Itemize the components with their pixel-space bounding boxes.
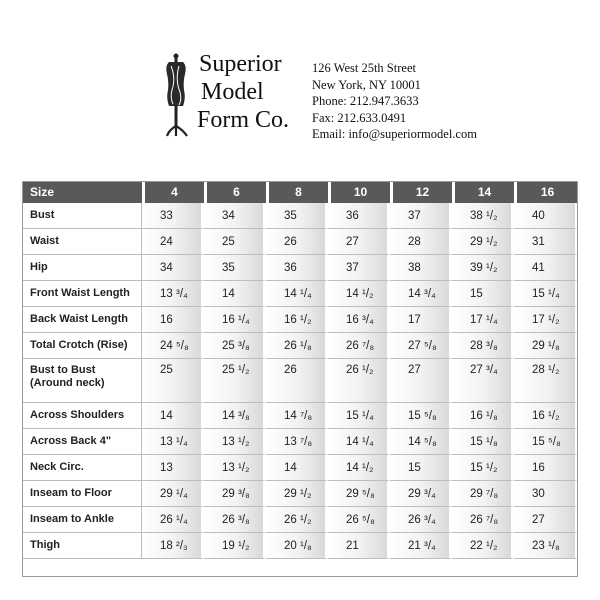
table-cell: 27 ⁵/₈ xyxy=(390,333,452,359)
table-cell: 24 xyxy=(142,229,204,255)
table-cell: 14 ⁵/₈ xyxy=(390,429,452,455)
table-cell: 16 ¹/₂ xyxy=(514,403,578,429)
table-cell: 37 xyxy=(390,203,452,229)
table-cell: 16 ¹/₈ xyxy=(452,403,514,429)
table-cell: 26 ⁷/₈ xyxy=(328,333,390,359)
table-cell: 14 ⁷/₈ xyxy=(266,403,328,429)
table-cell: 17 ¹/₂ xyxy=(514,307,578,333)
table-cell: 26 ¹/₂ xyxy=(328,359,390,403)
table-cell: 19 ¹/₂ xyxy=(204,533,266,559)
table-cell: 15 ¹/₄ xyxy=(328,403,390,429)
table-cell: 25 xyxy=(204,229,266,255)
table-cell: 26 ¹/₄ xyxy=(142,507,204,533)
table-cell: 13 ¹/₂ xyxy=(204,455,266,481)
header-size-10: 10 xyxy=(328,181,390,203)
header-size-16: 16 xyxy=(514,181,578,203)
address-line2: New York, NY 10001 xyxy=(312,77,421,92)
table-row xyxy=(22,507,578,533)
row-label: Bust xyxy=(22,203,142,229)
table-cell: 26 ³/₄ xyxy=(390,507,452,533)
table-cell: 21 ³/₄ xyxy=(390,533,452,559)
table-cell: 13 ⁷/₈ xyxy=(266,429,328,455)
size-table xyxy=(22,181,578,559)
header-size-8: 8 xyxy=(266,181,328,203)
table-cell: 29 ³/₄ xyxy=(390,481,452,507)
table-cell: 15 ⁵/₈ xyxy=(390,403,452,429)
table-cell: 33 xyxy=(142,203,204,229)
header-size-6: 6 xyxy=(204,181,266,203)
table-row xyxy=(22,533,578,559)
table-cell: 14 ¹/₄ xyxy=(328,429,390,455)
table-cell: 37 xyxy=(328,255,390,281)
table-cell: 28 ¹/₂ xyxy=(514,359,578,403)
table-cell: 22 ¹/₂ xyxy=(452,533,514,559)
table-cell: 15 ¹/₄ xyxy=(514,281,578,307)
table-row xyxy=(22,359,578,403)
table-cell: 17 xyxy=(390,307,452,333)
table-cell: 36 xyxy=(266,255,328,281)
table-cell: 14 xyxy=(142,403,204,429)
header-size-4: 4 xyxy=(142,181,204,203)
table-cell: 13 ¹/₂ xyxy=(204,429,266,455)
table-cell: 14 xyxy=(266,455,328,481)
table-cell: 14 ¹/₂ xyxy=(328,455,390,481)
table-cell: 34 xyxy=(204,203,266,229)
row-label: Waist xyxy=(22,229,142,255)
header-row xyxy=(22,181,578,203)
header-size: Size xyxy=(22,181,142,203)
table-cell: 31 xyxy=(514,229,578,255)
contact-info xyxy=(312,60,477,143)
table-cell: 38 ¹/₂ xyxy=(452,203,514,229)
table-cell: 40 xyxy=(514,203,578,229)
table-row xyxy=(22,455,578,481)
table-cell: 30 xyxy=(514,481,578,507)
table-cell: 15 ¹/₈ xyxy=(452,429,514,455)
table-cell: 29 ¹/₂ xyxy=(452,229,514,255)
dress-form-icon xyxy=(163,52,193,138)
table-cell: 14 ³/₄ xyxy=(390,281,452,307)
table-cell: 23 ¹/₈ xyxy=(514,533,578,559)
table-cell: 24 ⁵/₈ xyxy=(142,333,204,359)
table-row xyxy=(22,429,578,455)
row-label: Neck Circ. xyxy=(22,455,142,481)
table-cell: 13 xyxy=(142,455,204,481)
table-row xyxy=(22,403,578,429)
table-row xyxy=(22,203,578,229)
table-cell: 16 ¹/₄ xyxy=(204,307,266,333)
table-cell: 29 ⁷/₈ xyxy=(452,481,514,507)
table-row xyxy=(22,229,578,255)
row-label: Inseam to Ankle xyxy=(22,507,142,533)
table-cell: 16 xyxy=(142,307,204,333)
table-row xyxy=(22,333,578,359)
table-cell: 26 xyxy=(266,359,328,403)
phone-number: Phone: 212.947.3633 xyxy=(312,94,419,108)
table-cell: 28 xyxy=(390,229,452,255)
row-label: Back Waist Length xyxy=(22,307,142,333)
logo-text-line1: Superior xyxy=(199,51,282,77)
table-cell: 28 ³/₈ xyxy=(452,333,514,359)
table-cell: 26 xyxy=(266,229,328,255)
table-cell: 14 xyxy=(204,281,266,307)
table-cell: 20 ¹/₈ xyxy=(266,533,328,559)
row-label-line1: Bust to Bust xyxy=(30,364,96,376)
address-line1: 126 West 25th Street xyxy=(312,61,416,75)
table-cell: 25 ¹/₂ xyxy=(204,359,266,403)
table-cell: 27 xyxy=(514,507,578,533)
table-cell: 36 xyxy=(328,203,390,229)
row-label xyxy=(22,359,142,403)
table-cell: 39 ¹/₂ xyxy=(452,255,514,281)
table-cell: 38 xyxy=(390,255,452,281)
row-label-line2: (Around neck) xyxy=(30,377,105,389)
table-cell: 13 ¹/₄ xyxy=(142,429,204,455)
table-row xyxy=(22,281,578,307)
table-cell: 17 ¹/₄ xyxy=(452,307,514,333)
table-cell: 25 xyxy=(142,359,204,403)
table-cell: 18 ²/₃ xyxy=(142,533,204,559)
table-cell: 15 ¹/₂ xyxy=(452,455,514,481)
table-body xyxy=(22,203,578,559)
table-cell: 26 ⁵/₈ xyxy=(328,507,390,533)
company-logo xyxy=(163,48,303,143)
table-cell: 13 ³/₄ xyxy=(142,281,204,307)
row-label: Thigh xyxy=(22,533,142,559)
table-cell: 27 ³/₄ xyxy=(452,359,514,403)
table-cell: 35 xyxy=(266,203,328,229)
fax-number: Fax: 212.633.0491 xyxy=(312,110,407,125)
header-size-14: 14 xyxy=(452,181,514,203)
table-cell: 26 ³/₈ xyxy=(204,507,266,533)
row-label: Total Crotch (Rise) xyxy=(22,333,142,359)
table-cell: 14 ¹/₂ xyxy=(328,281,390,307)
table-cell: 29 ¹/₄ xyxy=(142,481,204,507)
table-cell: 16 ¹/₂ xyxy=(266,307,328,333)
table-cell: 25 ³/₈ xyxy=(204,333,266,359)
table-cell: 16 xyxy=(514,455,578,481)
table-cell: 34 xyxy=(142,255,204,281)
table-cell: 29 ³/₈ xyxy=(204,481,266,507)
table-cell: 29 ¹/₂ xyxy=(266,481,328,507)
row-label: Inseam to Floor xyxy=(22,481,142,507)
table-cell: 15 xyxy=(390,455,452,481)
table-cell: 35 xyxy=(204,255,266,281)
table-cell: 27 xyxy=(328,229,390,255)
table-cell: 14 ³/₈ xyxy=(204,403,266,429)
table-row xyxy=(22,481,578,507)
table-cell: 15 xyxy=(452,281,514,307)
table-cell: 14 ¹/₄ xyxy=(266,281,328,307)
table-row xyxy=(22,307,578,333)
table-cell: 29 ¹/₈ xyxy=(514,333,578,359)
table-cell: 26 ¹/₂ xyxy=(266,507,328,533)
row-label: Across Shoulders xyxy=(22,403,142,429)
table-cell: 21 xyxy=(328,533,390,559)
table-cell: 29 ⁵/₈ xyxy=(328,481,390,507)
table-row xyxy=(22,255,578,281)
table-cell: 16 ³/₄ xyxy=(328,307,390,333)
table-cell: 15 ⁵/₈ xyxy=(514,429,578,455)
row-label: Hip xyxy=(22,255,142,281)
logo-text-line2: Model xyxy=(201,79,264,105)
header-size-12: 12 xyxy=(390,181,452,203)
row-label: Front Waist Length xyxy=(22,281,142,307)
table-cell: 27 xyxy=(390,359,452,403)
email-address: Email: info@superiormodel.com xyxy=(312,127,477,141)
size-chart xyxy=(22,181,578,559)
table-cell: 26 ⁷/₈ xyxy=(452,507,514,533)
logo-text-line3: Form Co. xyxy=(197,107,290,133)
row-label: Across Back 4" xyxy=(22,429,142,455)
table-cell: 26 ¹/₈ xyxy=(266,333,328,359)
table-cell: 41 xyxy=(514,255,578,281)
